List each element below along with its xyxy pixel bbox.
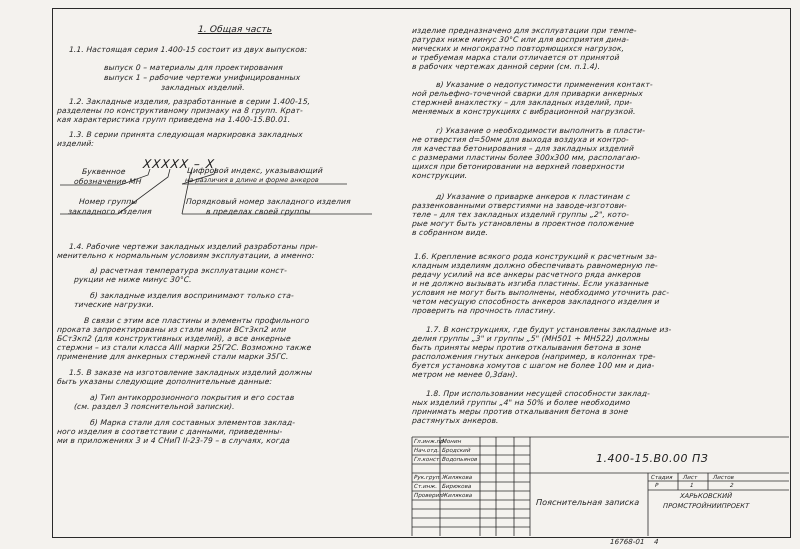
paragraph-1-4-line-2: менительно к нормальным условиям эксплуатации, а именно: <box>56 251 315 260</box>
right-line-1: изделие предназначено для эксплуатации при темпе- <box>411 26 638 35</box>
label-ordinal-number-2: в пределах своей группы <box>205 207 311 216</box>
paragraph-1-8-line-2: ных изделий группы „4" на 50% и более необходимо <box>411 398 631 407</box>
paragraph-1-7-line-6: метром не менее 0,3dан). <box>411 370 519 379</box>
paragraph-1-6-line-1: 1.6. Крепление всякого рода конструкций к расчетным за- <box>413 252 658 261</box>
tb-role-5: Ст.инж. <box>413 484 438 490</box>
label-letter-designation: Буквенное <box>81 167 126 176</box>
tb-role-3: Гл.конст. <box>413 457 442 463</box>
item-v-line-4: меняемых в конструкциях с вибрационной нагрузкой. <box>411 107 637 116</box>
paragraph-1-5-b-2: ного изделия в соответствии с данными, приведенны- <box>56 427 283 436</box>
tb-name-2: Бродский <box>441 448 471 454</box>
tb-stage: Р <box>654 483 659 489</box>
paragraph-1-6-line-5: условия не могут быть выполнены, необходимо уточнить рас- <box>411 288 670 297</box>
tb-name-5: Бирюкова <box>441 484 472 490</box>
label-digital-index-2: на различия в длине и форме анкеров <box>184 176 319 184</box>
right-line-4: и требуемая марка стали отличается от принятой <box>411 53 620 62</box>
item-g-line-4: с размерами пластины более 300х300 мм, располагаю- <box>411 153 641 162</box>
paragraph-1-4-c-4: стержни – из стали класса АIII марки 25Г2С. Возможно также <box>56 343 312 352</box>
right-line-3: мических и многократно повторяющихся нагрузок, <box>411 44 625 53</box>
paragraph-1-6-line-3: редачу усилий на все анкеры расчетного ряда анкеров <box>411 270 642 279</box>
paragraph-1-7-line-5: буется установка хомутов с шагом не более 100 мм и диа- <box>411 361 655 370</box>
section-heading: 1. Общая часть <box>197 25 273 35</box>
right-line-2: ратурах ниже минус 30°С или для восприятия дина- <box>411 35 630 44</box>
marking-scheme: ХХХХХ – Х <box>142 157 216 171</box>
label-group-number-2: закладного изделия <box>67 207 153 216</box>
paragraph-1-4-a-1: а) расчетная температура эксплуатации конст- <box>89 266 288 275</box>
paragraph-1-6-line-2: кладным изделиям должно обеспечивать равномерную пе- <box>411 261 659 270</box>
paragraph-1-5-line-1: 1.5. В заказе на изготовление закладных изделий должны <box>68 368 313 377</box>
item-g-line-3: ля качества бетонирования – для закладных изделий <box>411 144 635 153</box>
paragraph-1-2-line-3: кая характеристика групп приведена на 1.400-15.В0.01. <box>56 115 291 124</box>
paragraph-1-5-line-2: быть указаны следующие дополнительные данные: <box>56 377 273 386</box>
item-v-line-1: в) Указание о недопустимости применения контакт- <box>435 80 654 89</box>
item-g-line-1: г) Указание о необходимости выполнить в пласти- <box>435 126 646 135</box>
right-line-5: в рабочих чертежах данной серии (см. п.1.4). <box>411 62 601 71</box>
paragraph-1-4-c-1: В связи с этим все пластины и элементы профильного <box>83 316 310 325</box>
item-g-line-6: конструкции. <box>411 171 468 180</box>
paragraph-1-5-b-3: ми в приложениях 3 и 4 СНиП II-23-79 – в случаях, когда <box>56 436 291 445</box>
paragraph-1-3-line-2: изделий: <box>56 139 95 148</box>
paragraph-1-4-c-2: проката запроектированы из стали марки ВСт3кп2 или <box>56 325 287 334</box>
issue-1-line: выпуск 1 – рабочие чертежи унифицированных <box>103 73 301 82</box>
paragraph-1-2-line-2: разделены по конструктивному признаку на 8 групп. Крат- <box>56 106 304 115</box>
paragraph-1-6-line-6: четом несущую способность анкеров закладного изделия и <box>411 297 660 306</box>
paragraph-1-8-line-4: растянутых анкеров. <box>411 416 499 425</box>
item-d-line-4: рые могут быть установлены в проектное положение <box>411 219 635 228</box>
org-name-1: ХАРЬКОВСКИЙ <box>679 492 733 500</box>
tb-header-sheets: Листов <box>712 475 735 481</box>
tb-name-4: Жилякова <box>441 475 473 481</box>
paragraph-1-8-line-1: 1.8. При использовании несущей способности заклад- <box>425 389 651 398</box>
paragraph-1-4-b-2: тические нагрузки. <box>73 300 155 309</box>
paragraph-1-5-a-1: а) Тип антикоррозионного покрытия и его состав <box>89 393 295 402</box>
tb-role-1: Гл.инж.пр. <box>413 439 446 445</box>
document-title: Пояснительная записка <box>535 498 640 507</box>
paragraph-1-5-b-1: б) Марка стали для составных элементов заклад- <box>89 418 296 427</box>
paragraph-1-7-line-4: расположения гнутых анкеров (например, в колоннах тре- <box>411 352 657 361</box>
tb-name-1: Монин <box>441 439 462 445</box>
paragraph-1-4-line-1: 1.4. Рабочие чертежи закладных изделий разработаны при- <box>68 242 319 251</box>
paragraph-1-2-line-1: 1.2. Закладные изделия, разработанные в серии 1.400-15, <box>68 97 311 106</box>
item-d-line-1: д) Указание о приварке анкеров к пластинам с <box>435 192 631 201</box>
paragraph-1-4-c-5: применение для анкерных стержней стали марки 35ГС. <box>56 352 289 361</box>
item-g-line-2: не отверстия d=50мм для выхода воздуха и контро- <box>411 135 630 144</box>
item-d-line-3: теле – для тех закладных изделий группы „2", кото- <box>411 210 630 219</box>
label-ordinal-number: Порядковый номер закладного изделия <box>185 197 352 206</box>
paragraph-1-4-b-1: б) закладные изделия воспринимают только ста- <box>89 291 295 300</box>
inventory-number: 16768-01 <box>609 538 645 546</box>
item-g-line-5: щихся при бетонировании на верхней поверхности <box>411 162 625 171</box>
paragraph-1-4-a-2: рукции не ниже минус 30°С. <box>73 275 193 284</box>
paragraph-1-7-line-1: 1.7. В конструкциях, где будут установлены закладные из- <box>425 325 672 334</box>
tb-sheets: 2 <box>729 483 734 489</box>
tb-name-6: Жилякова <box>441 493 473 499</box>
paragraph-1-1: 1.1. Настоящая серия 1.400-15 состоит из двух выпусков: <box>68 45 308 54</box>
tb-header-sheet: Лист <box>682 475 698 481</box>
paragraph-1-7-line-2: делия группы „3" и группы „5" (МН501 ÷ МН522) должны <box>411 334 650 343</box>
page-number: 4 <box>653 538 659 546</box>
org-name-2: ПРОМСТРОЙНИИПРОЕКТ <box>662 502 750 510</box>
label-letter-designation-2: обозначение МН <box>73 177 142 186</box>
tb-role-2: Нач.отд. <box>413 448 440 454</box>
tb-role-6: Проверил <box>413 493 443 499</box>
tb-name-3: Водопьянов <box>441 457 478 463</box>
paragraph-1-7-line-3: быть приняты меры против откалывания бетона в зоне <box>411 343 642 352</box>
document-code: 1.400-15.В0.00 ПЗ <box>596 452 709 465</box>
tb-role-4: Рук.груп. <box>413 475 442 481</box>
issue-1-line-2: закладных изделий. <box>160 83 246 92</box>
tb-header-stage: Стадия <box>650 475 673 481</box>
paragraph-1-6-line-7: проверить на прочность пластину. <box>411 306 557 315</box>
paragraph-1-3-line-1: 1.3. В серии принята следующая маркировка закладных <box>68 130 304 139</box>
tb-sheet: 1 <box>689 483 694 489</box>
paragraph-1-8-line-3: принимать меры против откалывания бетона в зоне <box>411 407 629 416</box>
paragraph-1-4-c-3: БСт3кп2 (для конструктивных изделий), а все анкерные <box>56 334 292 343</box>
label-digital-index: Цифровой индекс, указывающий <box>186 166 324 175</box>
item-v-line-2: ной рельефно-точечной сварки для приварки анкерных <box>411 89 644 98</box>
label-group-number: Номер группы <box>78 197 138 206</box>
item-d-line-2: раззенкованными отверстиями на заводе-изготови- <box>411 201 628 210</box>
item-v-line-3: стержней внахлестку – для закладных изделий, при- <box>411 98 633 107</box>
issue-0-line: выпуск 0 – материалы для проектирования <box>103 63 284 72</box>
paragraph-1-5-a-2: (см. раздел 3 пояснительной записки). <box>73 402 235 411</box>
item-d-line-5: в собранном виде. <box>411 228 489 237</box>
paragraph-1-6-line-4: и не должно вызывать изгиба пластины. Если указанные <box>411 279 650 288</box>
